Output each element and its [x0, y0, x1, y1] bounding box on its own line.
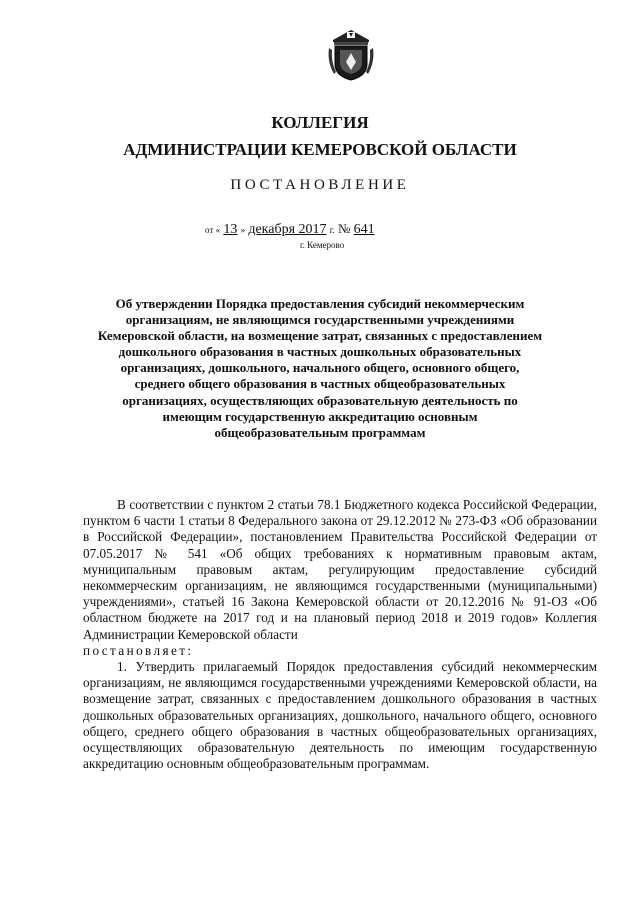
- item-1-paragraph: 1. Утвердить прилагаемый Порядок предоставления субсидий некоммерческим организациям, не являющимся государственными учреждениями Кемеровской области, на возмещение затрат, связанных с предоставлением дошкольного образования в частных дошкольных образовательных организациях, дошкольного, начального общего, основного общего, среднего общего образования в частных общеобразовательных организациях, осуществляющих образовательную деятельность по имеющим государственную аккредитацию основным общеобразовательным программам.: [83, 659, 597, 772]
- document-number: 641: [353, 222, 375, 237]
- number-sign: №: [337, 221, 351, 236]
- document-body: [83, 497, 597, 772]
- resolves-word: постановляет:: [83, 642, 194, 658]
- organization-title-line2: АДМИНИСТРАЦИИ КЕМЕРОВСКОЙ ОБЛАСТИ: [123, 140, 517, 159]
- date-month-year: декабря 2017: [248, 222, 327, 237]
- coat-of-arms-emblem: [326, 26, 376, 82]
- preamble-paragraph: В соответствии с пунктом 2 статьи 78.1 Бюджетного кодекса Российской Федерации, пунктом 6 части 1 статьи 8 Федерального закона от 29.12.2012 № 273-ФЗ «Об образовании в Российской Федерации», постановлением Правительства Российской Федерации от 07.05.2017 № 541 «Об общих требованиях к нормативным правовым актам, муниципальным правовым актам, регулирующим предоставление субсидий некоммерческим организациям, не являющимся государственными (муниципальными) учреждениями», статьей 16 Закона Кемеровской области от 20.12.2016 № 91-ОЗ «Об областном бюджете на 2017 год и на плановый период 2018 и 2019 годов» Коллегия Администрации Кемеровской области: [83, 497, 597, 642]
- document-title: Об утверждении Порядка предоставления субсидий некоммерческим организациям, не являющимся государственными учреждениями Кемеровской области, на возмещение затрат, связанных с предоставлением дошкольного образования в частных дошкольных образовательных организациях, дошкольного, начального общего, основного общего, среднего общего образования в частных общеобразовательных организациях, осуществляющих образовательную деятельность по имеющим государственную аккредитацию основным общеобразовательным программам: [97, 296, 543, 440]
- date-prefix: от «: [205, 225, 221, 235]
- document-type: ПОСТАНОВЛЕНИЕ: [230, 177, 410, 193]
- year-suffix: г.: [329, 225, 335, 235]
- document-city: г. Кемерово: [300, 240, 345, 250]
- date-day: 13: [223, 222, 238, 237]
- resolves-paragraph: [83, 643, 597, 659]
- date-mid: »: [240, 225, 246, 235]
- organization-title-line1: КОЛЛЕГИЯ: [271, 113, 369, 132]
- document-date-line: [205, 221, 435, 238]
